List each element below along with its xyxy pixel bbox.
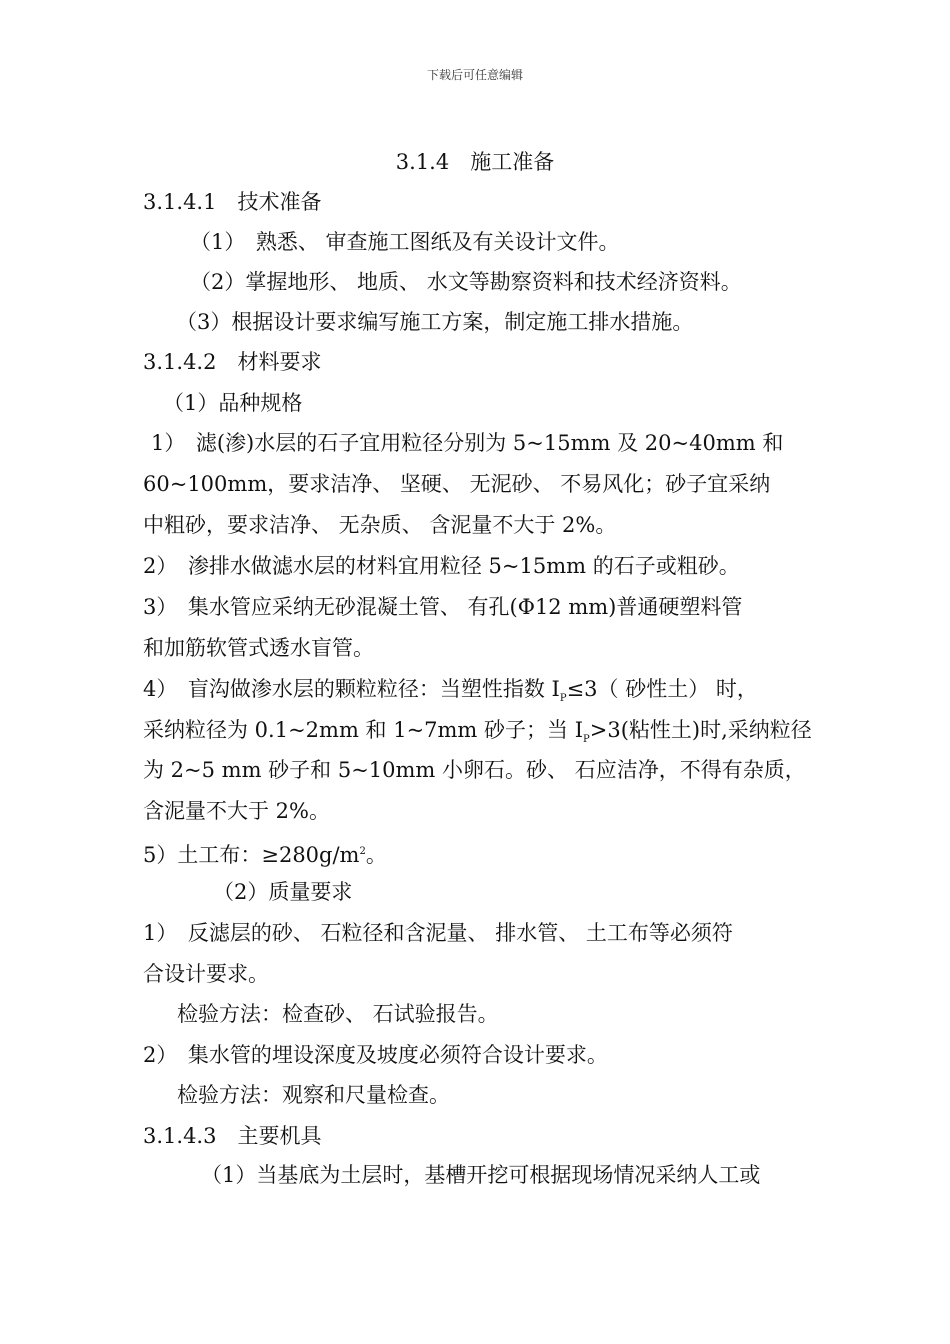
list-heading: （2）质量要求 [213, 880, 353, 904]
list-item: （2）掌握地形、 地质、 水文等勘察资料和技术经济资料。 [190, 270, 742, 294]
list-item: （1） 熟悉、 审查施工图纸及有关设计文件。 [190, 230, 620, 254]
text-part: >3(粘性土)时,采纳粒径 [589, 718, 812, 742]
subsection-heading: 3.1.4.2 材料要求 [143, 350, 322, 374]
text-part: ≤3（ 砂性土） 时， [566, 677, 758, 701]
paragraph-line: 1） 反滤层的砂、 石粒径和含泥量、 排水管、 土工布等必须符 [143, 921, 733, 945]
subscript: P [583, 734, 590, 746]
paragraph-line [143, 675, 758, 713]
text-part: 。 [365, 843, 387, 867]
list-item: （1）当基底为土层时，基槽开挖可根据现场情况采纳人工或 [201, 1163, 761, 1187]
paragraph-line: 中粗砂，要求洁净、 无杂质、 含泥量不大于 2%。 [143, 513, 617, 537]
paragraph-line [143, 716, 812, 754]
text-part: 4） 盲沟做渗水层的颗粒粒径：当塑性指数 I [143, 677, 560, 701]
text-part: 5）土工布：≥280g/m [143, 843, 360, 867]
paragraph-line: 2） 渗排水做滤水层的材料宜用粒径 5~15mm 的石子或粗砂。 [143, 554, 740, 578]
paragraph-line: 1） 滤(渗)水层的石子宜用粒径分别为 5~15mm 及 20~40mm 和 [151, 431, 784, 455]
page-header: 下载后可任意编辑 [426, 68, 523, 82]
paragraph-line: 和加筋软管式透水盲管。 [143, 636, 374, 660]
subsection-heading: 3.1.4.3 主要机具 [143, 1124, 322, 1148]
paragraph-line: 检验方法：观察和尺量检查。 [177, 1083, 450, 1107]
paragraph-line: 检验方法：检查砂、 石试验报告。 [177, 1002, 499, 1026]
text-part: 采纳粒径为 0.1~2mm 和 1~7mm 砂子；当 I [143, 718, 583, 742]
paragraph-line [143, 838, 387, 869]
paragraph-line: 60~100mm，要求洁净、 坚硬、 无泥砂、 不易风化；砂子宜采纳 [143, 472, 771, 496]
section-title: 3.1.4 施工准备 [395, 150, 555, 174]
subscript: P [559, 693, 567, 705]
paragraph-line: 2） 集水管的埋设深度及坡度必须符合设计要求。 [143, 1043, 608, 1067]
list-item: （3）根据设计要求编写施工方案，制定施工排水措施。 [176, 310, 694, 334]
paragraph-line: 合设计要求。 [143, 962, 269, 986]
subsection-heading: 3.1.4.1 技术准备 [143, 190, 322, 214]
paragraph-line: 3） 集水管应采纳无砂混凝土管、 有孔(Φ12 mm)普通硬塑料管 [143, 595, 743, 619]
paragraph-line: 含泥量不大于 2%。 [143, 799, 330, 823]
superscript: 2 [359, 846, 366, 857]
list-heading: （1）品种规格 [163, 391, 303, 415]
paragraph-line: 为 2~5 mm 砂子和 5~10mm 小卵石。砂、 石应洁净，不得有杂质， [143, 758, 806, 782]
